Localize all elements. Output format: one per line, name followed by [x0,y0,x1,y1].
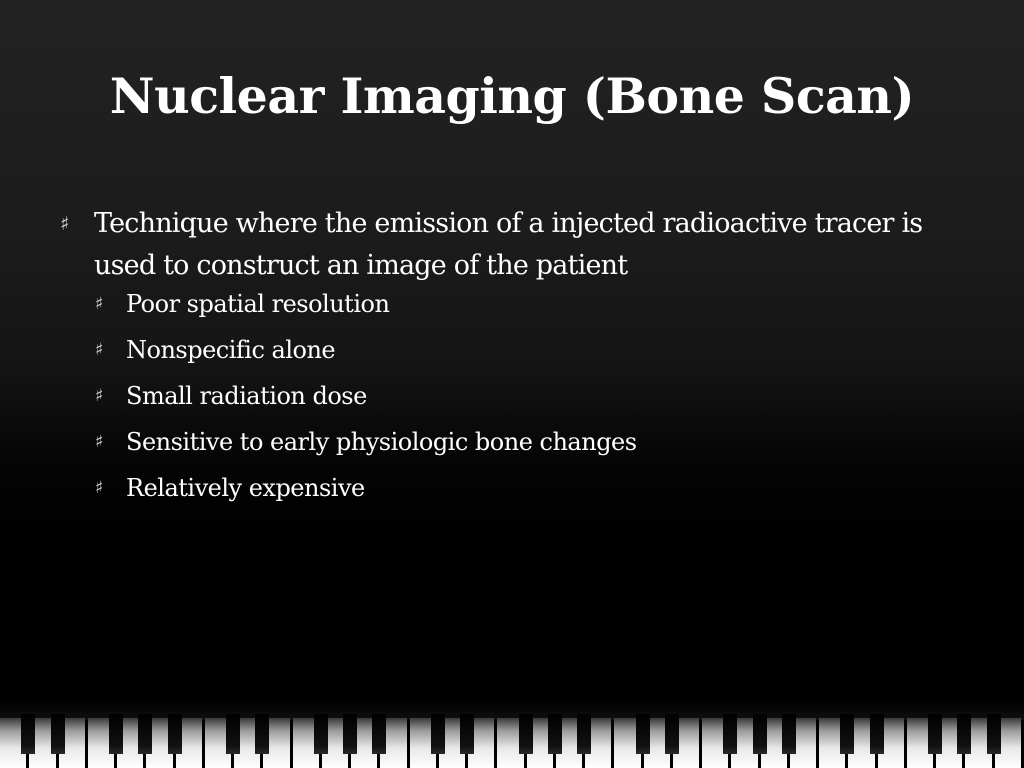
bullet-item-level-2 [60,289,960,319]
piano-black-key [343,714,357,754]
bullet-item-level-2 [60,473,960,503]
hash-bullet-icon: ♯ [95,432,103,452]
slide-title: Nuclear Imaging (Bone Scan) [109,67,915,125]
bullet-text: Small radiation dose [126,382,367,410]
piano-black-key [870,714,884,754]
bullet-text: Technique where the emission of a injected radioactive tracer is used to construct an image of the patient [94,208,923,281]
bullet-text: Poor spatial resolution [126,290,390,318]
piano-black-key [723,714,737,754]
piano-black-key [372,714,386,754]
piano-black-key [782,714,796,754]
piano-black-key [314,714,328,754]
piano-black-key [431,714,445,754]
hash-bullet-icon: ♯ [95,294,103,314]
piano-black-key [21,714,35,754]
piano-black-key [519,714,533,754]
bullet-item-level-2 [60,335,960,365]
bullet-item-level-2 [60,381,960,411]
piano-black-key [577,714,591,754]
piano-black-key [636,714,650,754]
piano-black-key [957,714,971,754]
piano-black-key [840,714,854,754]
bullet-item-level-2 [60,427,960,457]
piano-black-key [138,714,152,754]
piano-black-key [987,714,1001,754]
piano-black-key [928,714,942,754]
hash-bullet-icon: ♯ [95,478,103,498]
piano-black-key [548,714,562,754]
piano-black-key [753,714,767,754]
bullet-item-level-1 [60,203,924,287]
bullet-list [60,203,960,503]
piano-black-key [665,714,679,754]
piano-keys-decoration [0,700,1024,768]
hash-bullet-icon: ♯ [60,213,69,235]
piano-black-key [168,714,182,754]
piano-black-key [51,714,65,754]
hash-bullet-icon: ♯ [95,386,103,406]
piano-black-key [226,714,240,754]
piano-black-key [460,714,474,754]
piano-black-key [109,714,123,754]
bullet-text: Sensitive to early physiologic bone changes [126,428,637,456]
bullet-text: Nonspecific alone [126,336,336,364]
bullet-text: Relatively expensive [126,474,365,502]
hash-bullet-icon: ♯ [95,340,103,360]
piano-black-key [255,714,269,754]
